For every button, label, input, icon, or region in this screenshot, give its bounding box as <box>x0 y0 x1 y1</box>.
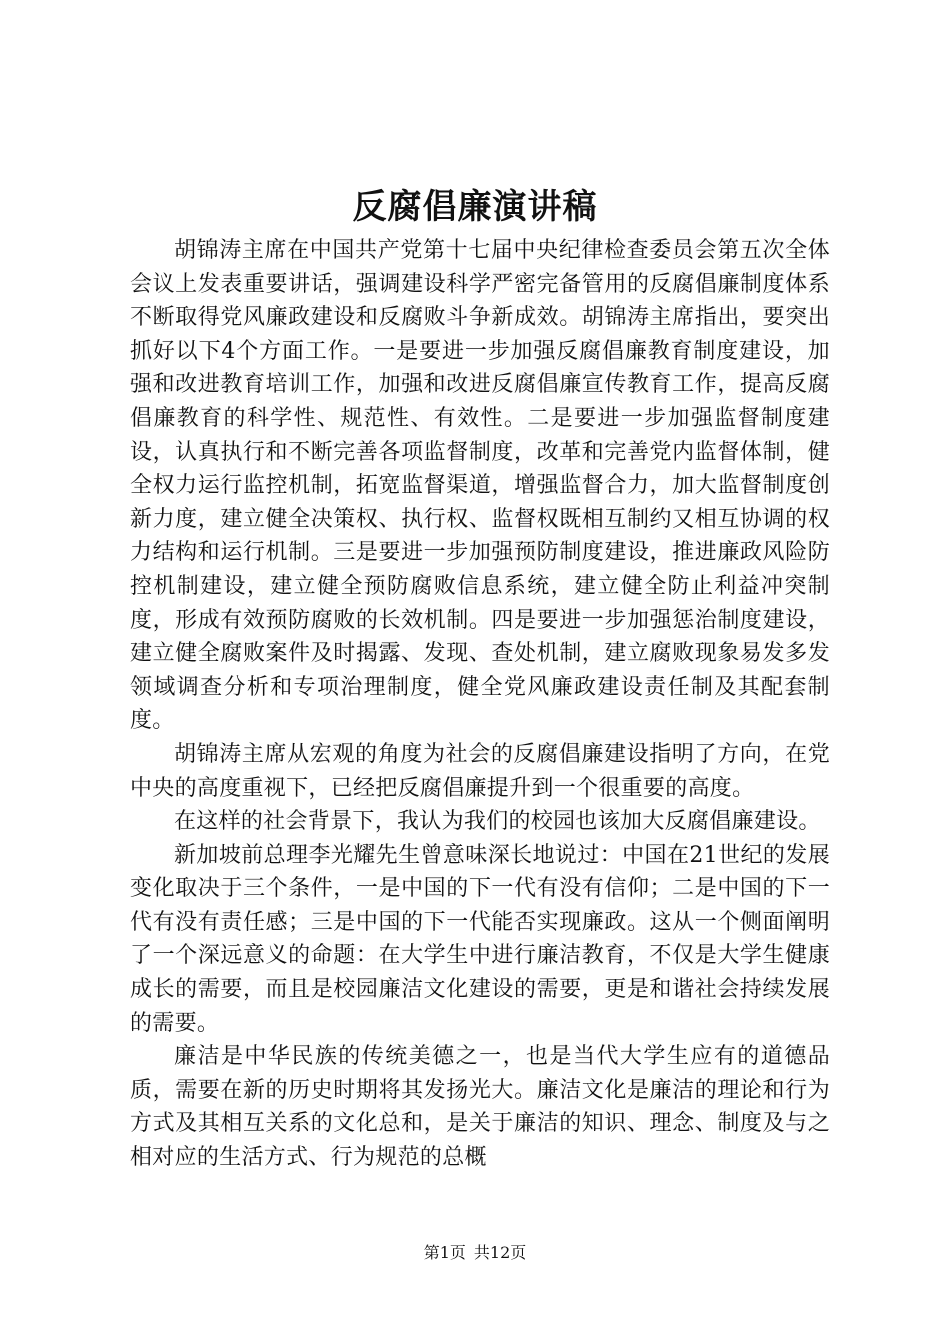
page-number: 第1页 <box>423 1243 466 1262</box>
page-total: 共12页 <box>473 1243 527 1262</box>
page-footer <box>0 1242 950 1264</box>
document-body <box>130 234 830 1175</box>
document-title: 反腐倡廉演讲稿 <box>352 187 598 227</box>
paragraph-1: 胡锦涛主席在中国共产党第十七届中央纪律检查委员会第五次全体会议上发表重要讲话，强调建设科学严密完备管用的反腐倡廉制度体系不断取得党风廉政建设和反腐败斗争新成效。胡锦涛主席指出，要突出抓好以下4个方面工作。一是要进一步加强反腐倡廉教育制度建设，加强和改进教育培训工作，加强和改进反腐倡廉宣传教育工作，提高反腐倡廉教育的科学性、规范性、有效性。二是要进一步加强监督制度建设，认真执行和不断完善各项监督制度，改革和完善党内监督体制，健全权力运行监控机制，拓宽监督渠道，增强监督合力，加大监督制度创新力度，建立健全决策权、执行权、监督权既相互制约又相互协调的权力结构和运行机制。三是要进一步加强预防制度建设，推进廉政风险防控机制建设，建立健全预防腐败信息系统，建立健全防止利益冲突制度，形成有效预防腐败的长效机制。四是要进一步加强惩治制度建设，建立健全腐败案件及时揭露、发现、查处机制，建立腐败现象易发多发领域调查分析和专项治理制度，健全党风廉政建设责任制及其配套制度。 <box>130 238 830 734</box>
paragraph-4: 新加坡前总理李光耀先生曾意味深长地说过：中国在21世纪的发展变化取决于三个条件，一是中国的下一代有没有信仰；二是中国的下一代有没有责任感；三是中国的下一代能否实现廉政。这从一个侧面阐明了一个深远意义的命题：在大学生中进行廉洁教育，不仅是大学生健康成长的需要，而且是校园廉洁文化建设的需要，更是和谐社会持续发展的需要。 <box>130 842 830 1036</box>
paragraph-3: 在这样的社会背景下，我认为我们的校园也该加大反腐倡廉建设。 <box>174 809 821 835</box>
paragraph-2: 胡锦涛主席从宏观的角度为社会的反腐倡廉建设指明了方向，在党中央的高度重视下，已经把反腐倡廉提升到一个很重要的高度。 <box>130 741 830 801</box>
paragraph-5: 廉洁是中华民族的传统美德之一，也是当代大学生应有的道德品质，需要在新的历史时期将其发扬光大。廉洁文化是廉洁的理论和行为方式及其相互关系的文化总和，是关于廉洁的知识、理念、制度及与之相对应的生活方式、行为规范的总概 <box>130 1044 830 1171</box>
